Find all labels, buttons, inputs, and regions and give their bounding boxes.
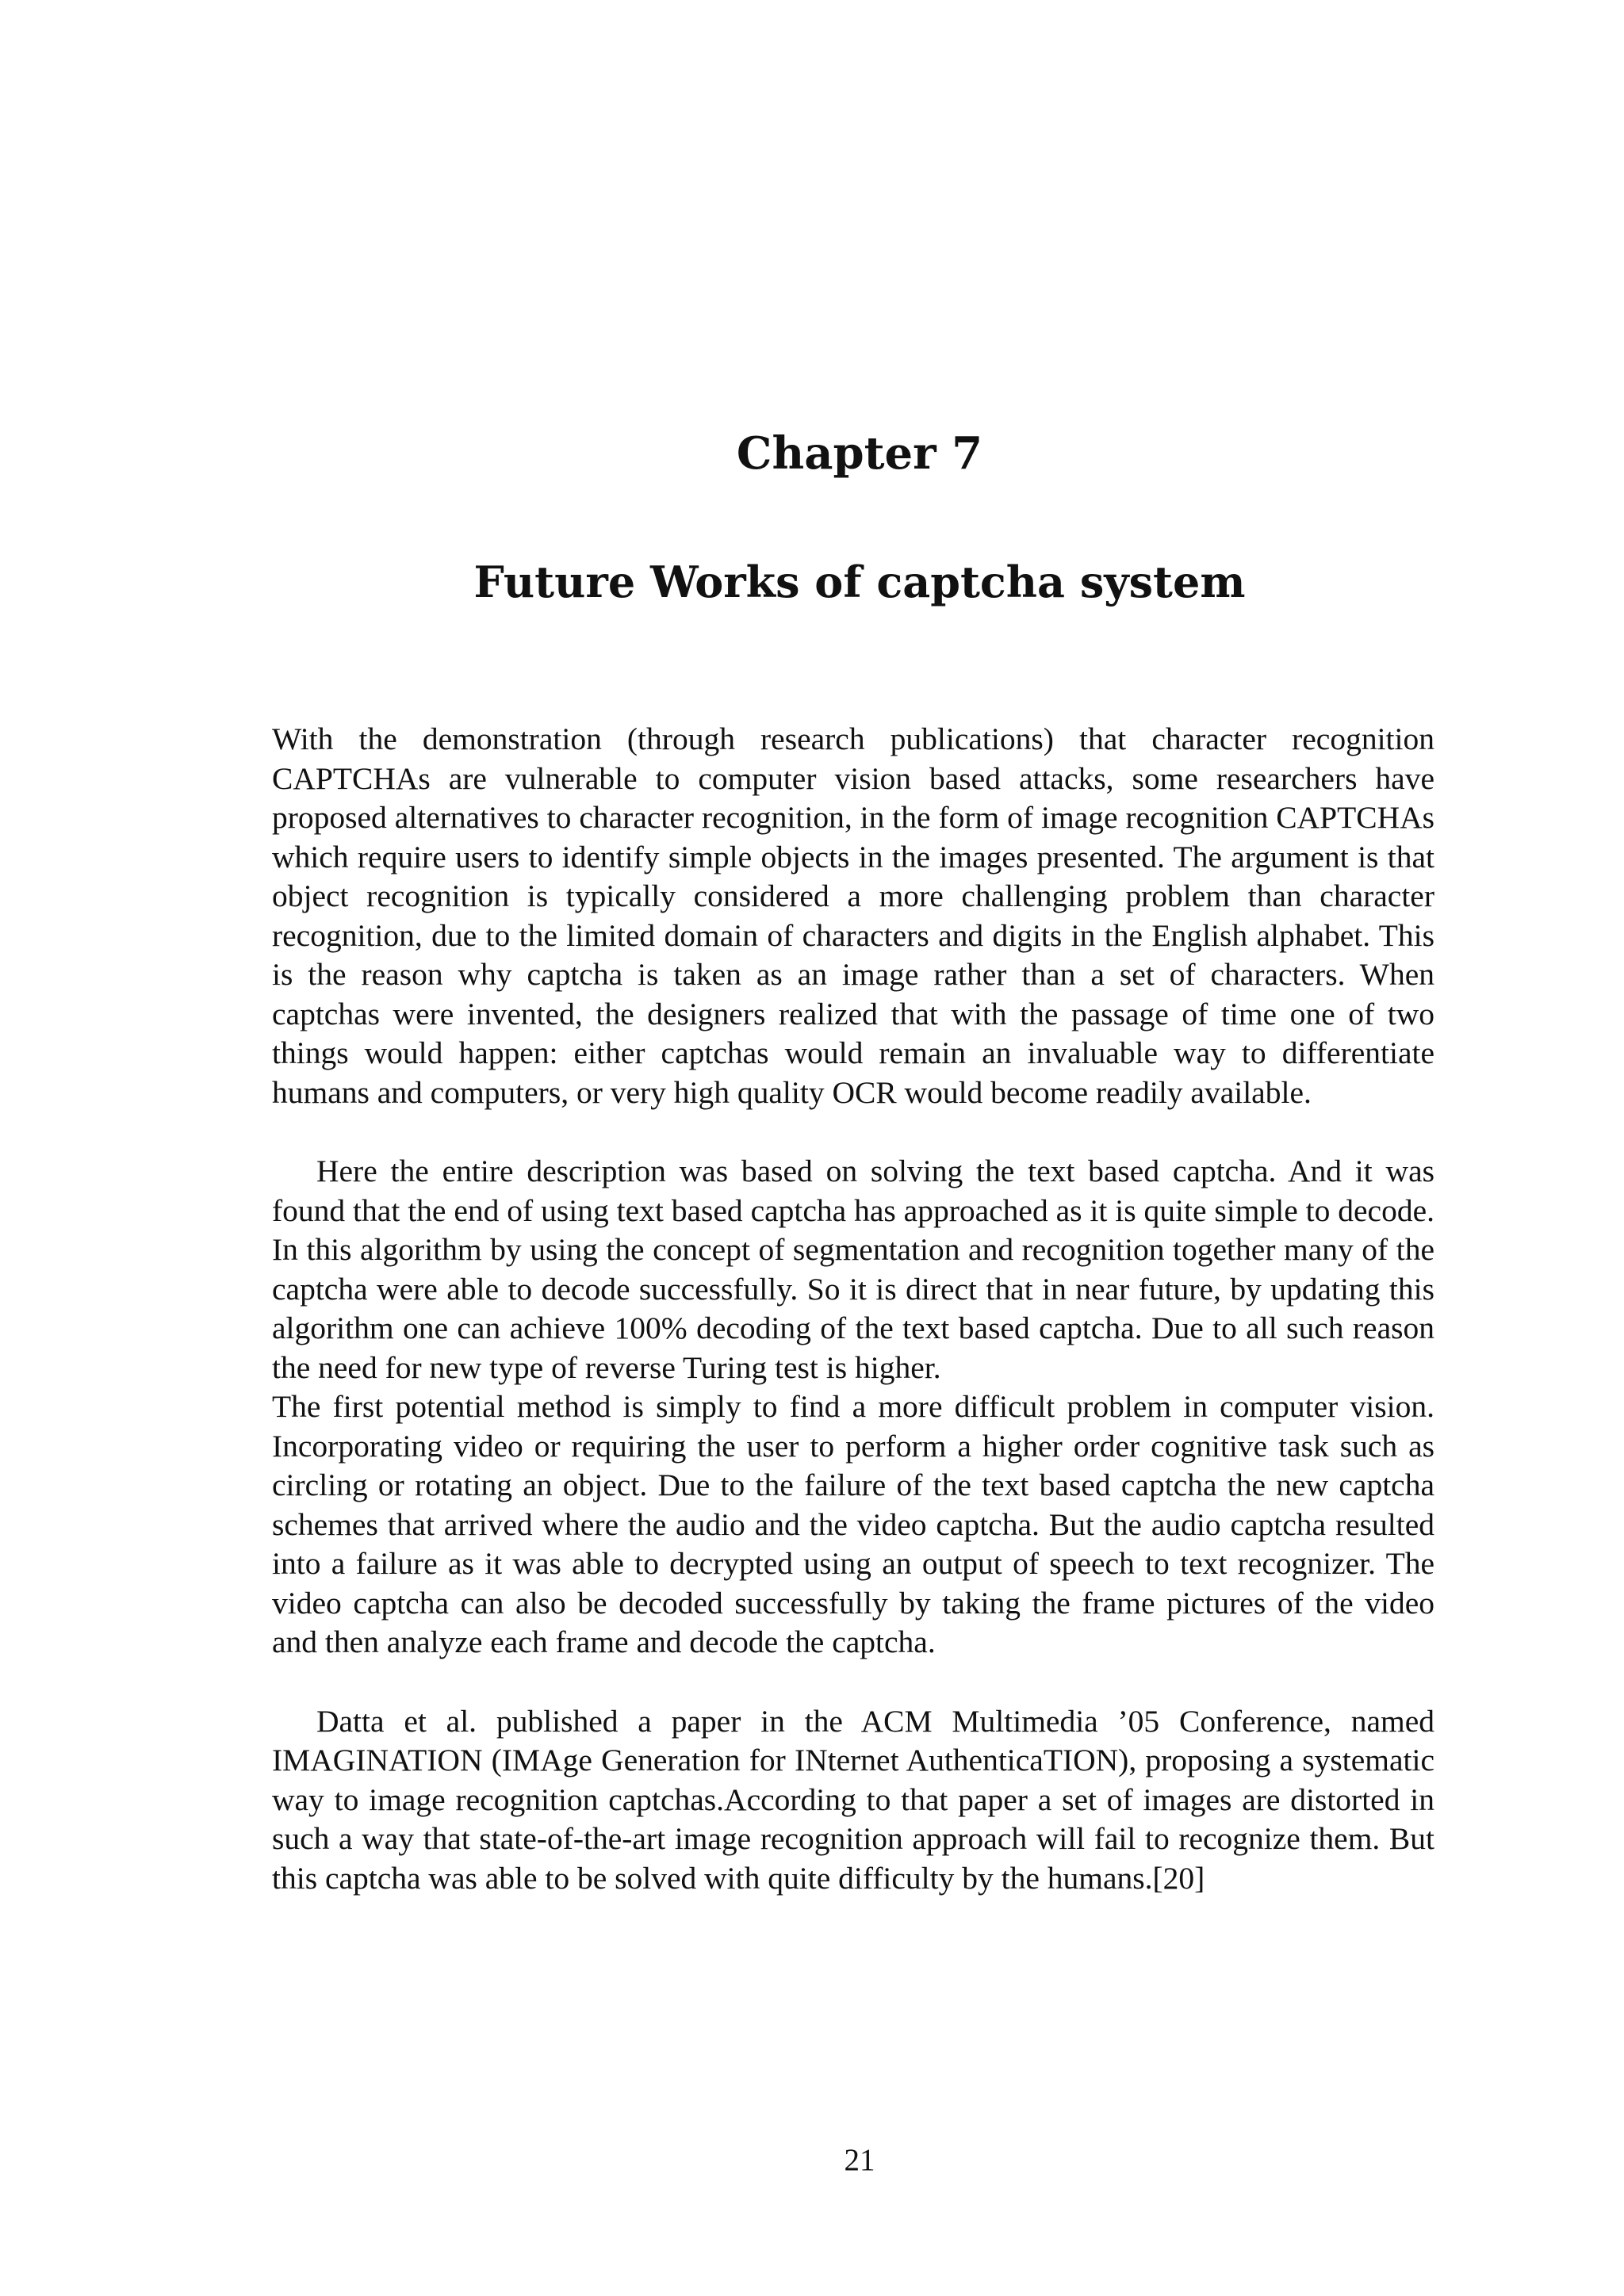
paragraph-2: Here the entire description was based on solving the text based captcha. And it was found that the end of using text based captcha has approached as it is quite simple to decode. In this algorithm by using the concept of segmentation and recognition together many of the captcha were able to decode successfully. So it is direct that in near future, by updating this algorithm one can achieve 100% decoding of the text based captcha. Due to all such reason the need for new type of reverse Turing test is higher. bbox=[272, 1154, 1434, 1385]
paragraph-4: Datta et al. published a paper in the ACM Multimedia ’05 Conference, named IMAGINATION (IMAge Generation for INternet AuthenticaTION), proposing a systematic way to image recognition captchas.According to that paper a set of images are distorted in such a way that state-of-the-art image recognition approach will fail to recognize them. But this captcha was able to be solved with quite difficulty by the humans.[20] bbox=[272, 1703, 1434, 1896]
page-number: 21 bbox=[844, 2143, 875, 2177]
chapter-title: Future Works of captcha system bbox=[473, 557, 1246, 607]
paragraph-3: The first potential method is simply to find a more difficult problem in computer vision. Incorporating video or requiring the user to perform a higher order cognitive task such as circling or rotating an object. Due to the failure of the text based captcha the new captcha schemes that arrived where the audio and the video captcha. But the audio captcha resulted into a failure as it was able to decrypted using an output of speech to text recognizer. The video captcha can also be decoded successfully by taking the frame pictures of the video and then analyze each frame and decode the captcha. bbox=[272, 1389, 1434, 1659]
paragraph-spacer bbox=[272, 1663, 1434, 1702]
paragraph-spacer bbox=[272, 1112, 1434, 1152]
paragraph-1: With the demonstration (through research publications) that character recognition CAPTCHAs are vulnerable to computer vision based attacks, some researchers have proposed alternatives to character recognition, in the form of image recognition CAPTCHAs which require users to identify simple objects in the images presented. The argument is that object recognition is typically considered a more challenging problem than character recognition, due to the limited domain of characters and digits in the English alphabet. This is the reason why captcha is taken as an image rather than a set of characters. When captchas were invented, the designers realized that with the passage of time one of two things would happen: either captchas would remain an invaluable way to differentiate humans and computers, or very high quality OCR would become readily available. bbox=[272, 721, 1434, 1110]
chapter-label: Chapter 7 bbox=[736, 427, 983, 480]
chapter-body bbox=[272, 720, 1434, 1898]
